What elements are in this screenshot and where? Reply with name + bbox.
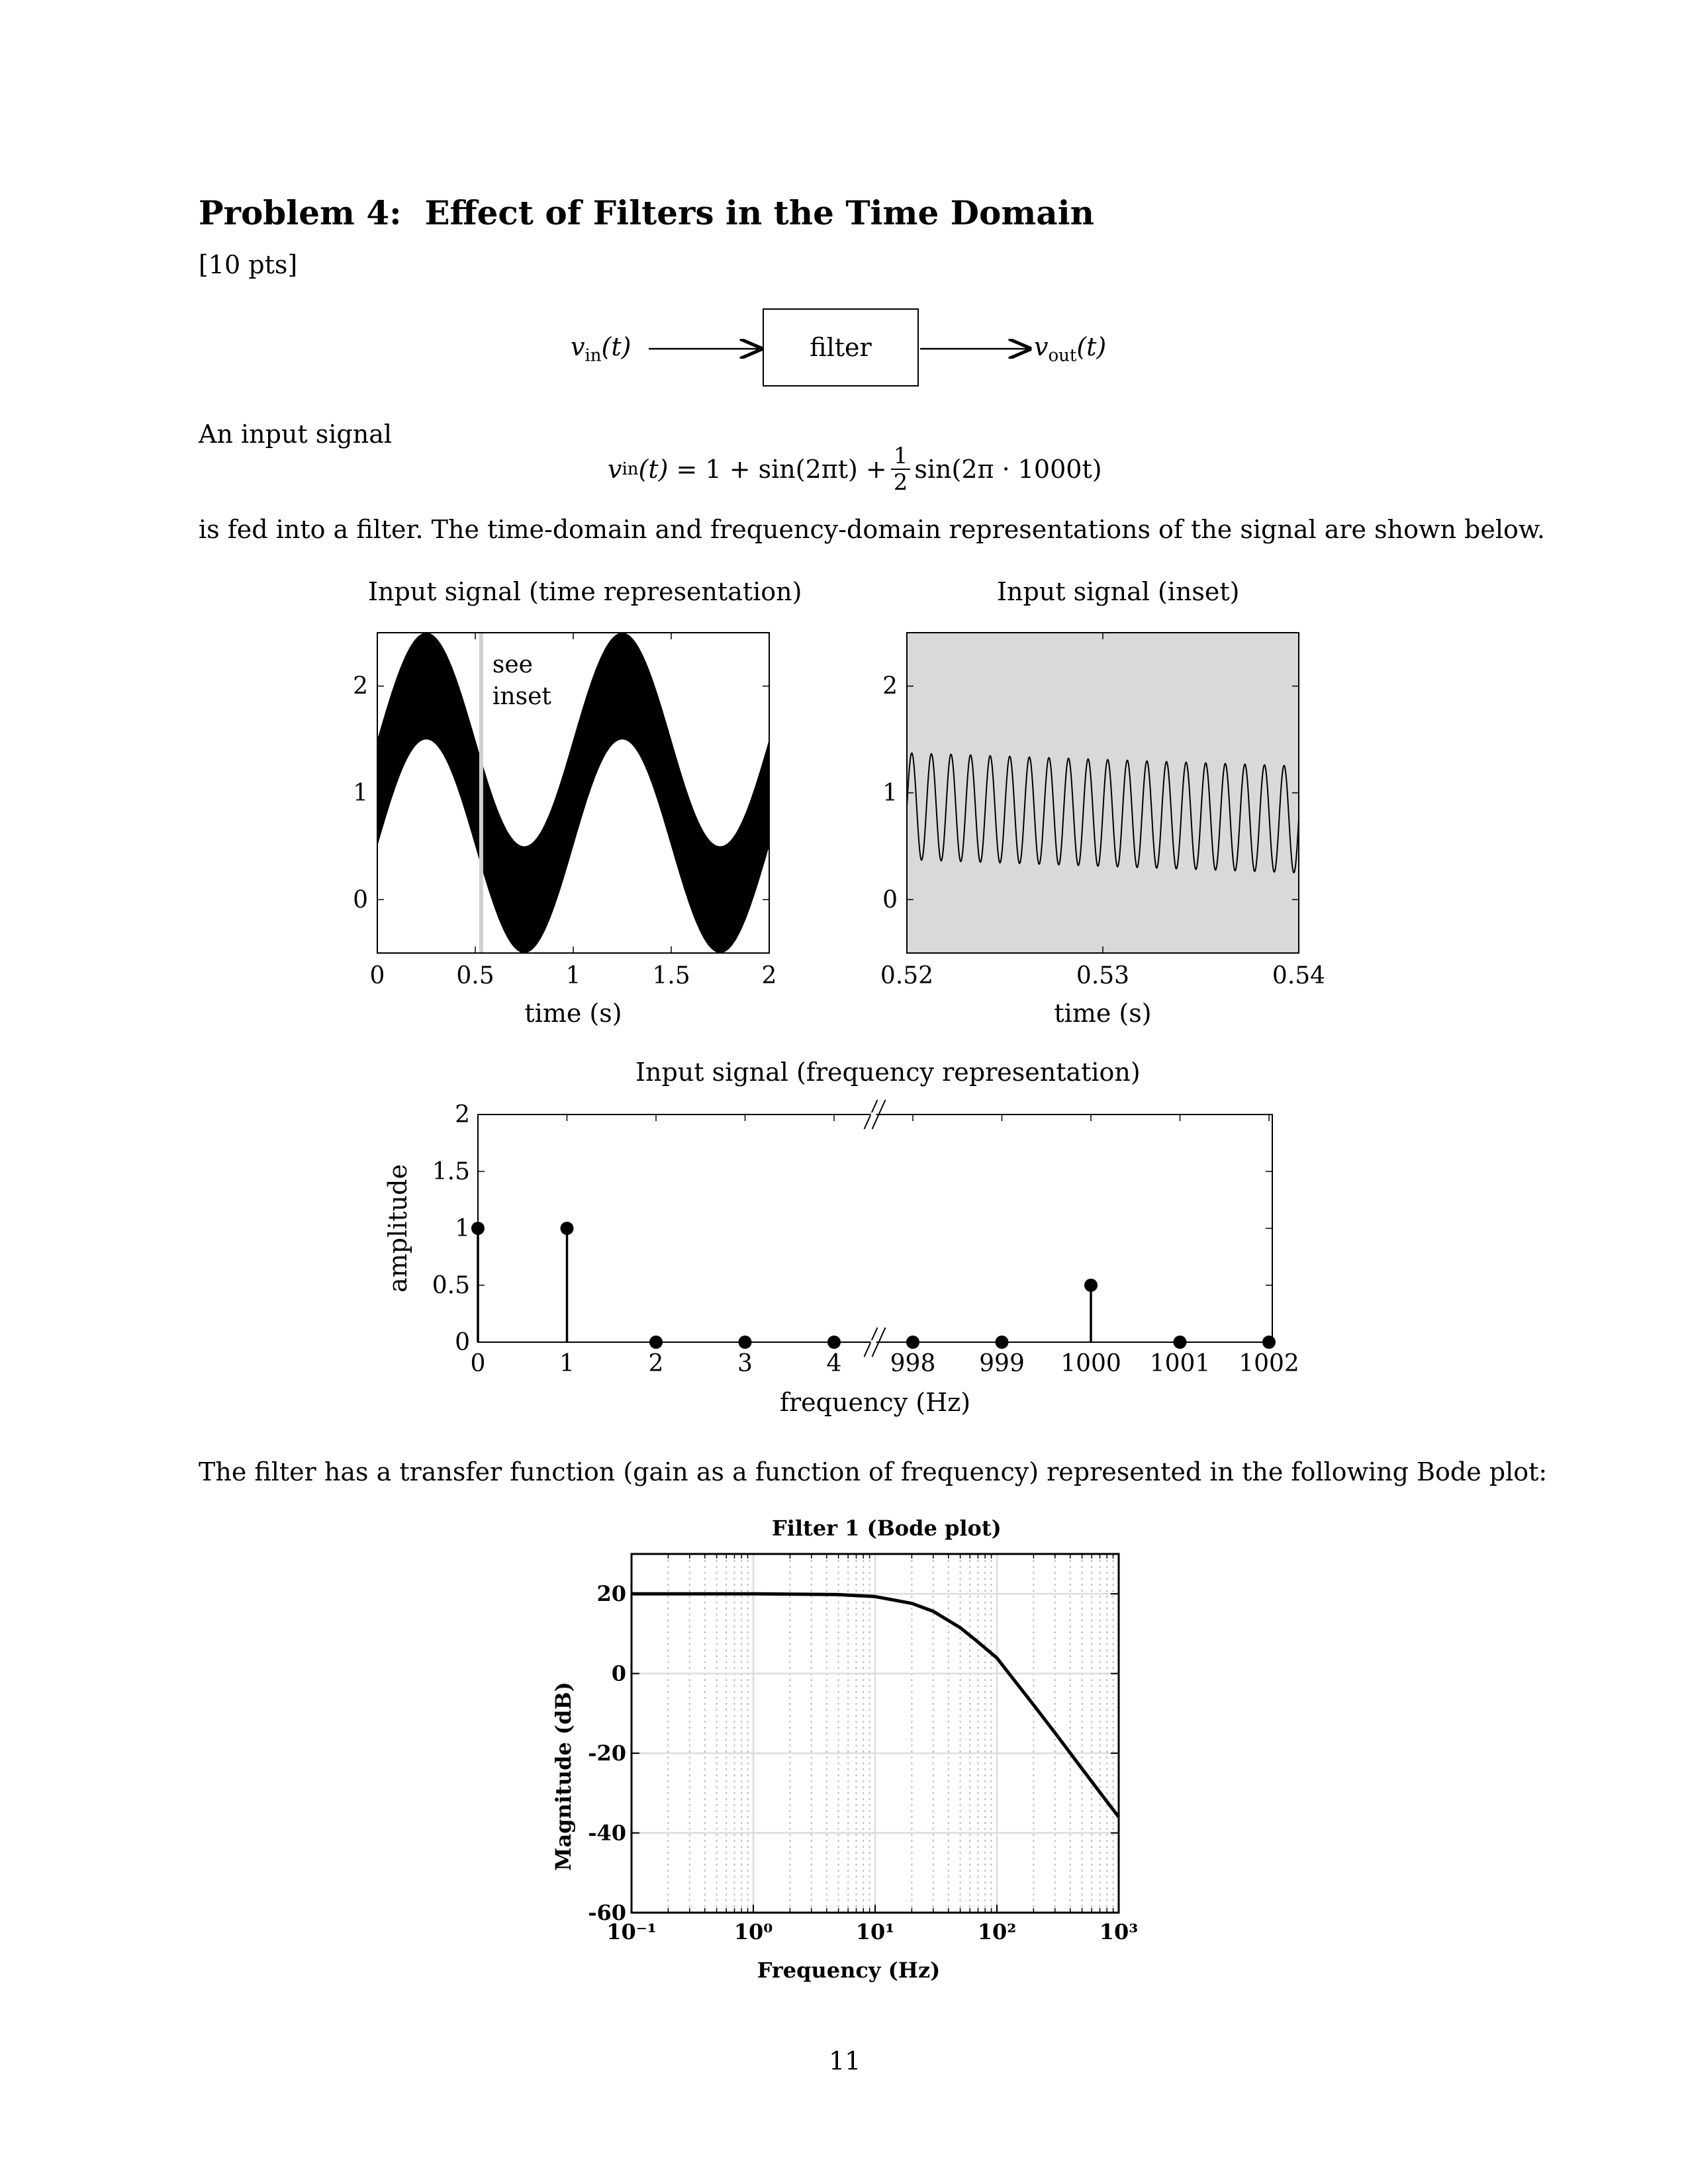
x-axis-label: time (s) <box>524 999 622 1028</box>
inset-highlight-band <box>479 633 483 953</box>
x-tick-label: 1002 <box>1239 1350 1299 1377</box>
stem-marker <box>827 1336 841 1349</box>
stem-marker <box>996 1336 1009 1349</box>
y-tick-label: 2 <box>882 672 898 700</box>
equation-fraction: $\frac{1}{2}$ <box>891 443 911 495</box>
y-tick-label: 1 <box>882 780 898 807</box>
x-tick-label: 1001 <box>1149 1350 1211 1377</box>
problem-title: Effect of Filters in the Time Domain <box>424 193 1095 232</box>
inset-background <box>907 633 1299 953</box>
x-tick-label: 10¹ <box>855 1919 895 1944</box>
x-tick-label: 999 <box>979 1350 1025 1377</box>
after-equation-text: is fed into a filter. The time-domain and frequency-domain representations of the signal are shown below. <box>199 515 1545 544</box>
x-tick-label: 0 <box>369 962 385 989</box>
x-tick-label: 0 <box>470 1350 486 1377</box>
y-tick-label: 0.5 <box>432 1272 470 1299</box>
stem-marker <box>739 1336 752 1349</box>
stem-marker <box>1174 1336 1187 1349</box>
diagram-input-label: $v_{in}(t)$ <box>571 332 632 366</box>
x-tick-label: 1 <box>565 962 581 989</box>
y-tick-label: 0 <box>455 1329 470 1356</box>
y-tick-label: 1.5 <box>432 1158 470 1185</box>
x-tick-label: 0.52 <box>880 962 934 989</box>
problem-heading <box>199 193 1094 232</box>
stem-marker <box>649 1336 663 1349</box>
x-tick-label: 10³ <box>1099 1919 1139 1944</box>
y-tick-label: 0 <box>882 886 898 914</box>
plot-frame <box>478 1115 1272 1342</box>
x-tick-label: 2 <box>648 1350 664 1377</box>
x-tick-label: 0.53 <box>1076 962 1130 989</box>
annotation-see-inset-line2: inset <box>492 683 551 710</box>
filter-box-label: filter <box>810 333 872 362</box>
chart-time <box>344 622 808 1032</box>
points-label: [10 pts] <box>199 250 298 279</box>
problem-label: Problem 4: <box>199 193 402 232</box>
chart-bode-title: Filter 1 (Bode plot) <box>772 1516 1002 1541</box>
x-tick-label: 2 <box>761 962 777 989</box>
chart-freq-title: Input signal (frequency representation) <box>635 1058 1141 1087</box>
x-tick-label: 1 <box>559 1350 575 1377</box>
stem-marker <box>1084 1279 1098 1292</box>
chart-inset <box>874 622 1350 1032</box>
y-axis-label: amplitude <box>383 1164 412 1293</box>
x-tick-label: 10⁻¹ <box>606 1919 657 1944</box>
annotation-see-inset-line1: see <box>492 651 534 678</box>
chart-inset-title: Input signal (inset) <box>997 577 1240 606</box>
x-tick-label: 10⁰ <box>733 1919 773 1944</box>
y-tick-label: 1 <box>455 1215 470 1242</box>
x-axis-label: frequency (Hz) <box>779 1388 971 1417</box>
y-tick-label: 0 <box>353 886 368 914</box>
chart-frequency <box>371 1085 1324 1430</box>
y-tick-label: 2 <box>353 672 368 700</box>
x-tick-label: 10² <box>977 1919 1017 1944</box>
stem-marker <box>906 1336 919 1349</box>
chart-time-title: Input signal (time representation) <box>368 577 802 606</box>
bode-intro-text: The filter has a transfer function (gain as a function of frequency) represented in the following Bode plot: <box>199 1457 1548 1486</box>
y-tick-label: 2 <box>455 1101 470 1128</box>
signal-band <box>377 633 769 953</box>
x-axis-label: time (s) <box>1054 999 1152 1028</box>
stem-marker <box>561 1222 574 1235</box>
y-tick-label: -20 <box>588 1741 626 1766</box>
x-tick-label: 4 <box>826 1350 842 1377</box>
filter-box <box>763 308 919 387</box>
x-axis-label: Frequency (Hz) <box>757 1958 941 1983</box>
chart-bode <box>543 1542 1165 1992</box>
x-tick-label: 998 <box>890 1350 936 1377</box>
y-tick-label: 0 <box>611 1661 626 1686</box>
y-tick-label: -60 <box>588 1900 626 1925</box>
y-tick-label: 1 <box>353 780 368 807</box>
x-tick-label: 0.54 <box>1272 962 1326 989</box>
x-tick-label: 1000 <box>1060 1350 1121 1377</box>
intro-text: An input signal <box>199 420 393 449</box>
y-tick-label: 20 <box>596 1581 626 1607</box>
diagram-output-label: $v_{out}(t)$ <box>1034 332 1107 366</box>
y-axis-label: Magnitude (dB) <box>551 1682 576 1871</box>
y-tick-label: -40 <box>588 1820 626 1846</box>
page-number: 11 <box>829 2046 861 2075</box>
axis-break-gap <box>871 1340 876 1344</box>
input-equation: v in (t) = 1 + sin(2πt) + $\frac{1}{2}$ sin(2π · 1000t) <box>608 443 1102 496</box>
stem-marker <box>471 1222 485 1235</box>
axis-break-gap-top <box>871 1113 876 1116</box>
x-tick-label: 3 <box>737 1350 753 1377</box>
x-tick-label: 1.5 <box>652 962 690 989</box>
x-tick-label: 0.5 <box>456 962 494 989</box>
stem-marker <box>1262 1336 1276 1349</box>
